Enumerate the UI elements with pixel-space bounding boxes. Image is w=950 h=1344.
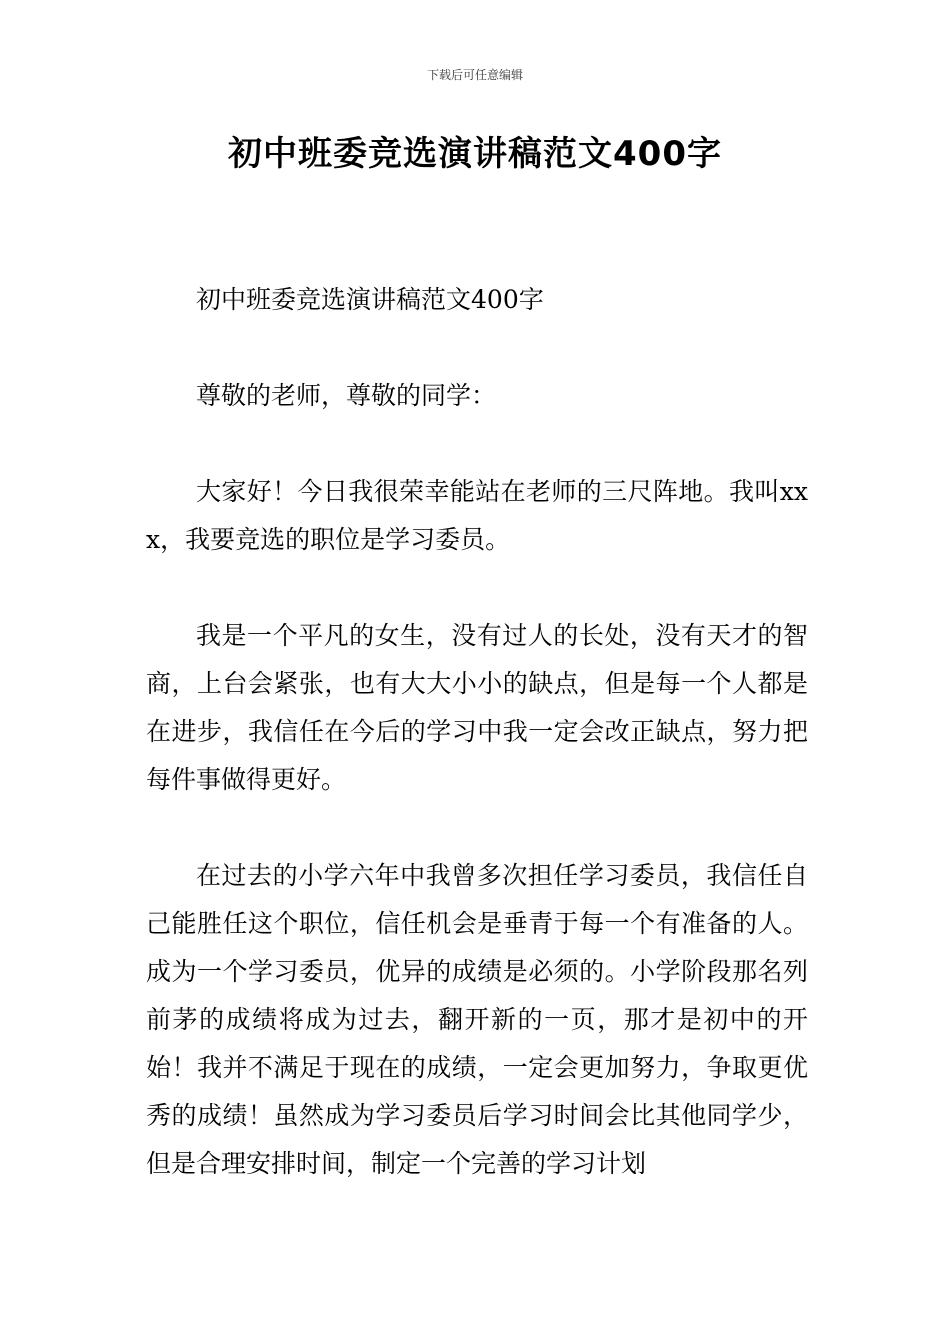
paragraph-experience: 在过去的小学六年中我曾多次担任学习委员，我信任自己能胜任这个职位，信任机会是垂青于每一个有准备的人。成为一个学习委员，优异的成绩是必须的。小学阶段那名列前茅的成绩将成为过去，翻开新的一页，那才是初中的开始！我并不满足于现在的成绩，一定会更加努力，争取更优秀的成绩！虽然成为学习委员后学习时间会比其他同学少，但是合理安排时间，制定一个完善的学习计划 [146, 861, 808, 1178]
document-title: 初中班委竞选演讲稿范文400字 [228, 134, 722, 174]
header-note: 下载后可任意编辑 [426, 68, 523, 82]
paragraph-salutation: 尊敬的老师，尊敬的同学： [196, 381, 497, 410]
paragraph-greeting: 大家好！今日我很荣幸能站在老师的三尺阵地。我叫xxx，我要竞选的职位是学习委员。 [146, 477, 808, 554]
paragraph-self-intro: 我是一个平凡的女生，没有过人的长处，没有天才的智商，上台会紧张，也有大大小小的缺点，但是每一个人都是在进步，我信任在今后的学习中我一定会改正缺点，努力把每件事做得更好。 [146, 621, 808, 794]
document-body [146, 276, 808, 1188]
paragraph-subtitle: 初中班委竞选演讲稿范文400字 [196, 285, 544, 314]
